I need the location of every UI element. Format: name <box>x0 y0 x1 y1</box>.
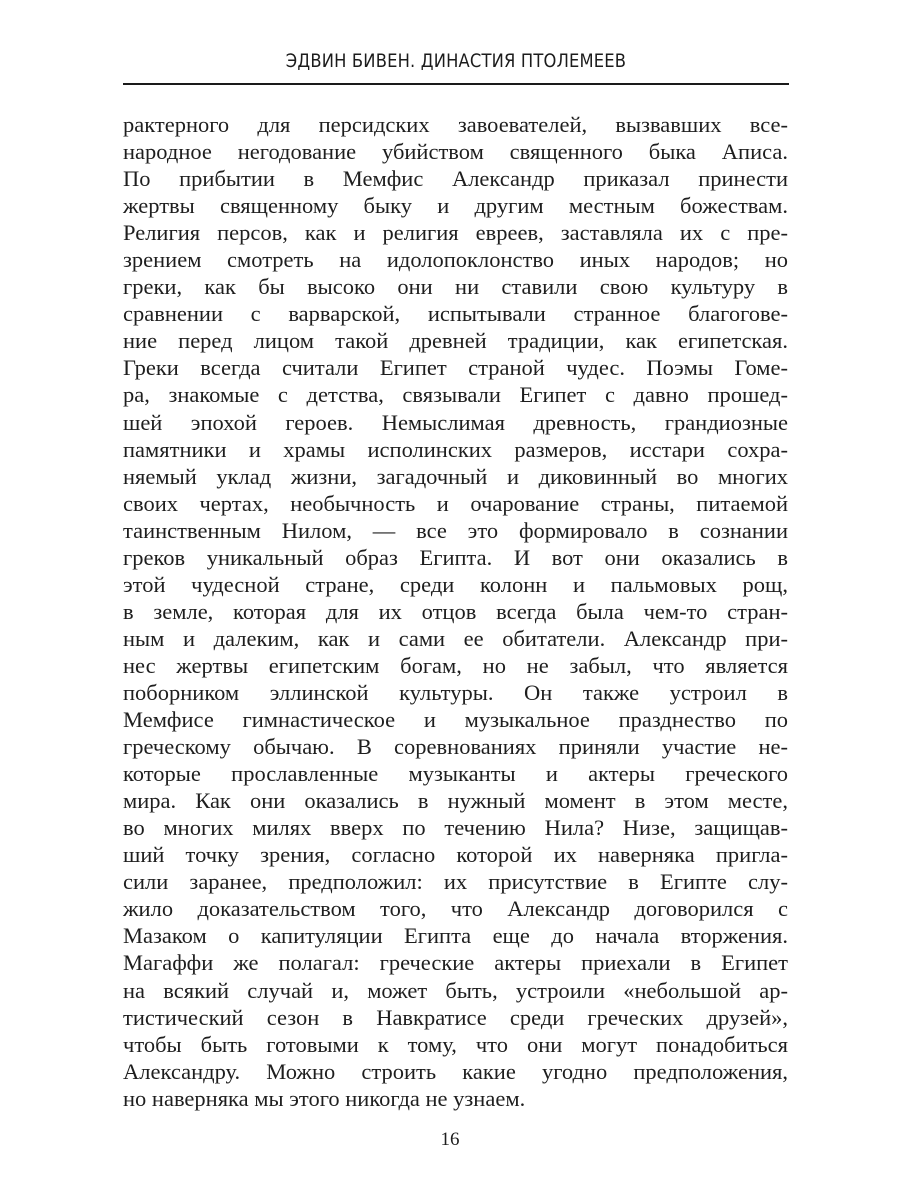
page-number: 16 <box>440 1129 460 1150</box>
text-line-last: но наверняка мы этого никогда не узнаем. <box>123 1085 526 1111</box>
text-line: жертвы священному быку и другим местным божествам. <box>123 193 788 219</box>
text-line: таинственным Нилом, — все это формировало в сознании <box>123 517 788 543</box>
text-line: тистический сезон в Навкратисе среди греческих друзей», <box>123 1004 788 1030</box>
text-line: жило доказательством того, что Александр договорился с <box>123 896 788 922</box>
text-line: в земле, которая для их отцов всегда была чем-то стран- <box>123 598 788 624</box>
text-line: Мазаком о капитуляции Египта еще до начала вторжения. <box>123 923 788 949</box>
header-rule <box>123 83 789 85</box>
text-line: ший точку зрения, согласно которой их наверняка пригла- <box>123 842 788 868</box>
text-line: на всякий случай и, может быть, устроили «небольшой ар- <box>123 977 788 1003</box>
text-line: По прибытии в Мемфис Александр приказал принести <box>123 166 788 192</box>
text-line: чтобы быть готовыми к тому, что они могут понадобиться <box>123 1031 788 1057</box>
text-line: поборником эллинской культуры. Он также устроил в <box>123 679 788 705</box>
text-line: греки, как бы высоко они ни ставили свою культуру в <box>123 274 788 300</box>
text-line: няемый уклад жизни, загадочный и диковинный во многих <box>123 463 788 489</box>
body-text <box>123 111 788 1112</box>
text-line: Магаффи же полагал: греческие актеры приехали в Египет <box>123 950 788 976</box>
text-line: греков уникальный образ Египта. И вот они оказались в <box>123 544 788 570</box>
text-line: шей эпохой героев. Немыслимая древность, грандиозные <box>123 409 788 435</box>
text-line: Мемфисе гимнастическое и музыкальное празднество по <box>123 707 788 733</box>
text-line: греческому обычаю. В соревнованиях приняли участие не- <box>123 734 788 760</box>
running-head-title: ЭДВИН БИВЕН. ДИНАСТИЯ ПТОЛЕМЕЕВ <box>285 50 627 72</box>
text-line: сравнении с варварской, испытывали странное благогове- <box>123 301 788 327</box>
text-line: рактерного для персидских завоевателей, вызвавших все- <box>123 112 788 137</box>
text-line: этой чудесной стране, среди колонн и пальмовых рощ, <box>123 571 788 597</box>
text-line: зрением смотреть на идолопоклонство иных народов; но <box>123 247 788 273</box>
text-line: которые прославленные музыканты и актеры греческого <box>123 761 788 787</box>
text-line: Религия персов, как и религия евреев, заставляла их с пре- <box>123 220 788 246</box>
text-line: ние перед лицом такой древней традиции, как египетская. <box>123 328 788 354</box>
text-line: мира. Как они оказались в нужный момент в этом месте, <box>123 788 788 814</box>
text-line: во многих милях вверх по течению Нила? Низе, защищав- <box>123 815 788 841</box>
text-line: народное негодование убийством священного быка Аписа. <box>123 139 788 165</box>
text-line: ра, знакомые с детства, связывали Египет с давно прошед- <box>123 382 788 408</box>
text-line: нес жертвы египетским богам, но не забыл, что является <box>123 652 788 678</box>
text-line: памятники и храмы исполинских размеров, исстари сохра- <box>123 436 788 462</box>
text-line: ным и далеким, как и сами ее обитатели. Александр при- <box>123 625 788 651</box>
text-line: Александру. Можно строить какие угодно предположения, <box>123 1058 788 1084</box>
text-line: сили заранее, предположил: их присутствие в Египте слу- <box>123 869 788 895</box>
text-line: своих чертах, необычность и очарование страны, питаемой <box>123 490 788 516</box>
text-line: Греки всегда считали Египет страной чудес. Поэмы Гоме- <box>123 355 788 381</box>
